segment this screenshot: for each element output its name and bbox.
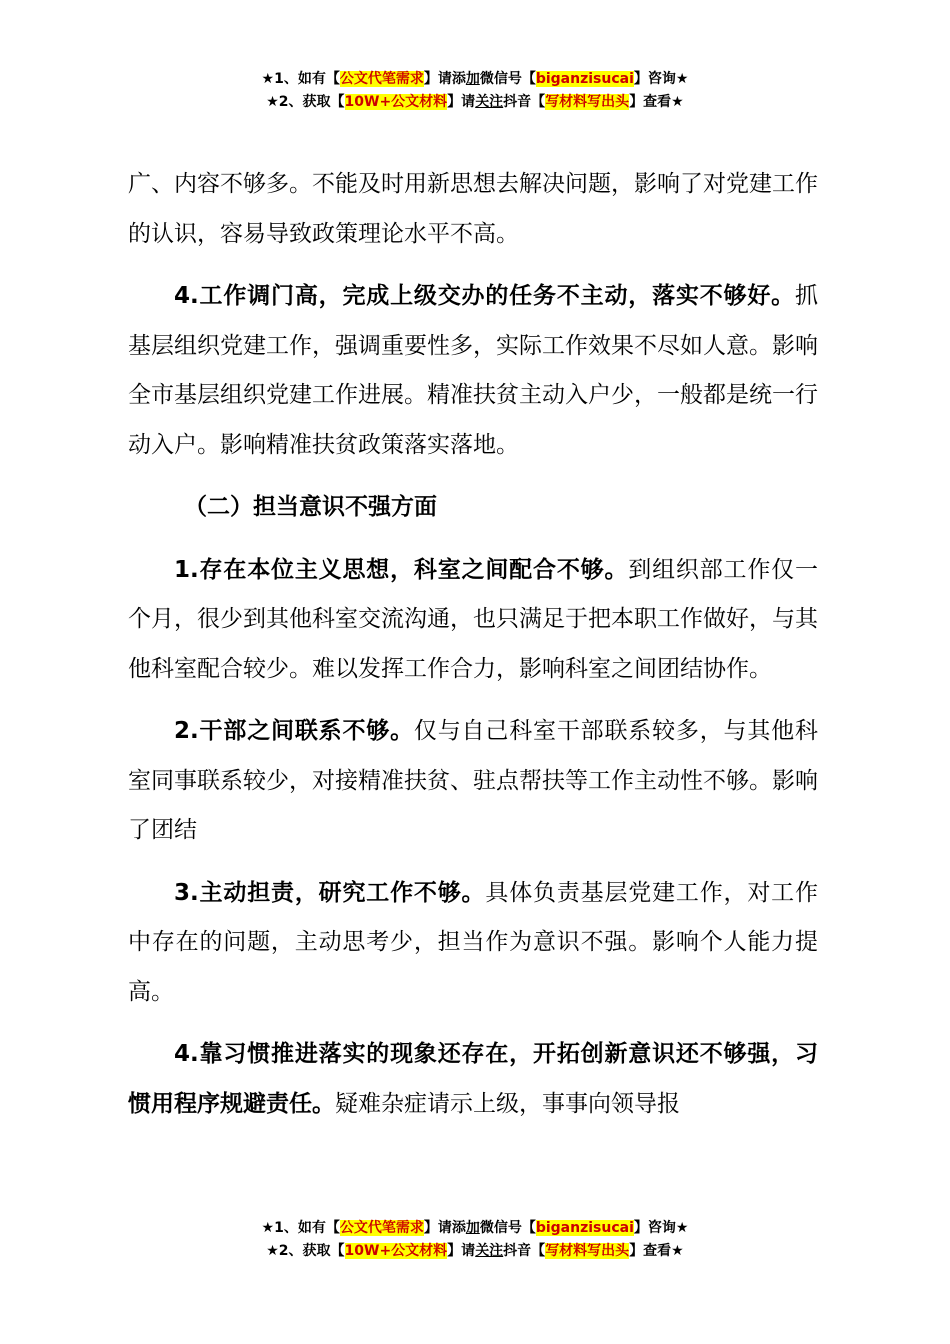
- paragraph: [128, 160, 818, 259]
- banner-text: 】查看★: [629, 1243, 684, 1259]
- banner-douyin-name: 写材料写出头: [545, 94, 630, 110]
- paragraph-lead: 4.靠习惯推进落实的现象还存在，开拓创新意识还不够强，习惯用程序规避责任。: [128, 1041, 818, 1117]
- paragraph-lead: 3.主动担责，研究工作不够。: [174, 879, 486, 906]
- paragraph: [128, 1030, 818, 1129]
- banner-text: ★2、获取【: [266, 94, 345, 110]
- paragraph-text: 具体负责基层党建工作，对工作中存在的问题，主动思考少，担当作为意识不强。影响个人能力提高。: [128, 879, 818, 1005]
- banner-line-1: [0, 68, 950, 91]
- banner-underlined-text: 加: [465, 1220, 480, 1236]
- banner-text: ★1、如有【: [261, 1220, 340, 1236]
- paragraph: [128, 272, 818, 470]
- banner-highlight: 公文代笔需求: [339, 71, 424, 87]
- banner-underlined-text: 关注: [475, 1243, 504, 1259]
- banner-underlined-text: 关注: [475, 94, 504, 110]
- banner-underlined-text: 加: [465, 71, 480, 87]
- banner-line-2: [0, 1240, 950, 1263]
- paragraph: [128, 707, 818, 856]
- header-banner: [0, 68, 950, 114]
- banner-text: 】请添: [423, 1220, 466, 1236]
- banner-wechat-id: biganzisucai: [535, 71, 634, 87]
- banner-highlight: 10W+公文材料: [344, 94, 448, 110]
- document-body: [128, 160, 818, 1129]
- banner-text: 抖音【: [503, 94, 546, 110]
- banner-line-1: [0, 1217, 950, 1240]
- paragraph: [128, 869, 818, 1018]
- banner-text: 】咨询★: [633, 1220, 689, 1236]
- paragraph-lead: 1.存在本位主义思想，科室之间配合不够。: [174, 556, 629, 583]
- paragraph-lead: 4.工作调门高，完成上级交办的任务不主动，落实不够好。: [174, 282, 795, 309]
- footer-banner: [0, 1217, 950, 1263]
- paragraph: [128, 546, 818, 695]
- banner-text: 】请添: [423, 71, 466, 87]
- banner-text: 】咨询★: [633, 71, 689, 87]
- banner-text: 微信号【: [479, 71, 536, 87]
- banner-highlight: 10W+公文材料: [344, 1243, 448, 1259]
- banner-text: 】请: [447, 1243, 476, 1259]
- banner-highlight: 公文代笔需求: [339, 1220, 424, 1236]
- banner-text: 】请: [447, 94, 476, 110]
- banner-text: 】查看★: [629, 94, 684, 110]
- banner-douyin-name: 写材料写出头: [545, 1243, 630, 1259]
- banner-text: 抖音【: [503, 1243, 546, 1259]
- paragraph-text: 抓基层组织党建工作，强调重要性多，实际工作效果不尽如人意。影响全市基层组织党建工作进展。精准扶贫主动入户少，一般都是统一行动入户。影响精准扶贫政策落实落地。: [128, 282, 818, 458]
- banner-text: 微信号【: [479, 1220, 536, 1236]
- banner-wechat-id: biganzisucai: [535, 1220, 634, 1236]
- paragraph-text: 到组织部工作仅一个月，很少到其他科室交流沟通，也只满足于把本职工作做好，与其他科室配合较少。难以发挥工作合力，影响科室之间团结协作。: [128, 556, 819, 682]
- banner-text: ★2、获取【: [266, 1243, 345, 1259]
- paragraph-text: 仅与自己科室干部联系较多，与其他科室同事联系较少，对接精准扶贫、驻点帮扶等工作主动性不够。影响了团结: [128, 718, 818, 844]
- banner-line-2: [0, 91, 950, 114]
- section-heading: （二）担当意识不强方面: [184, 494, 437, 521]
- banner-text: ★1、如有【: [261, 71, 340, 87]
- paragraph-lead: 2.干部之间联系不够。: [174, 718, 414, 745]
- paragraph-text: 广、内容不够多。不能及时用新思想去解决问题，影响了对党建工作的认识，容易导致政策理论水平不高。: [128, 171, 818, 247]
- paragraph-text: 疑难杂症请示上级，事事向领导报: [335, 1090, 680, 1117]
